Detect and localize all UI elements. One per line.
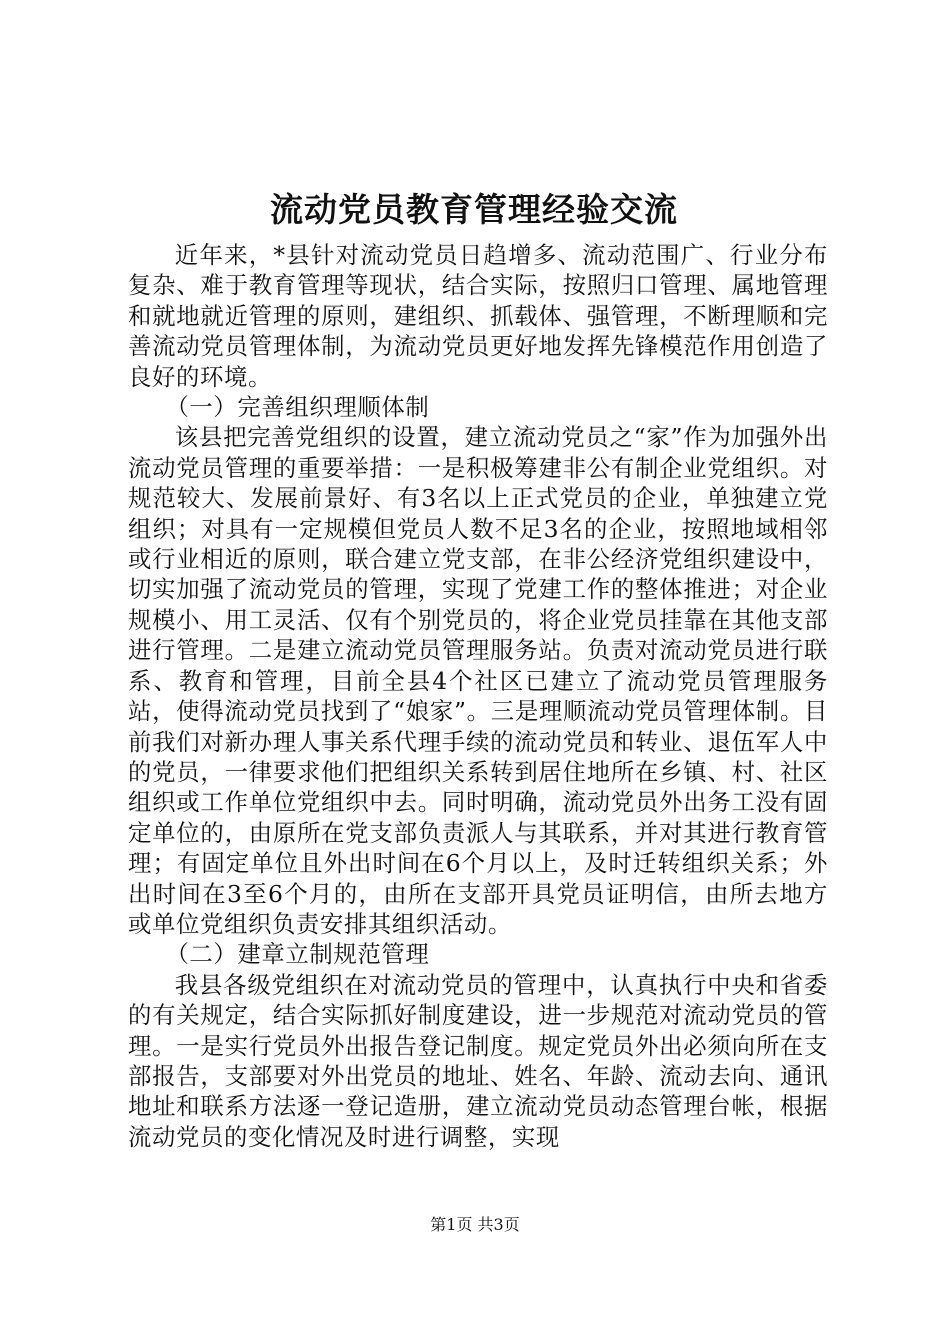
paragraph-intro: 近年来，*县针对流动党员日趋增多、流动范围广、行业分布复杂、难于教育管理等现状，结合实际，按照归口管理、属地管理和就地就近管理的原则，建组织、抓载体、强管理，不断理顺和完善流动党员管理体制，为流动党员更好地发挥先锋模范作用创造了良好的环境。 [128, 241, 828, 391]
document-page [128, 180, 828, 1152]
paragraph-section-2: 我县各级党组织在对流动党员的管理中，认真执行中央和省委的有关规定，结合实际抓好制度建设，进一步规范对流动党员的管理。一是实行党员外出报告登记制度。规定党员外出必须向所在支部报告，支部要对外出党员的地址、姓名、年龄、流动去向、通讯地址和联系方法逐一登记造册，建立流动党员动态管理台帐，根据流动党员的变化情况及时进行调整，实现 [128, 970, 828, 1151]
section-heading-1: （一）完善组织理顺体制 [165, 393, 430, 422]
section-heading-2: （二）建章立制规范管理 [165, 940, 430, 969]
paragraph-section-1: 该县把完善党组织的设置，建立流动党员之“家”作为加强外出流动党员管理的重要举措：一是积极筹建非公有制企业党组织。对规范较大、发展前景好、有3名以上正式党员的企业，单独建立党组织；对具有一定规模但党员人数不足3名的企业，按照地域相邻或行业相近的原则，联合建立党支部，在非公经济党组织建设中，切实加强了流动党员的管理，实现了党建工作的整体推进；对企业规模小、用工灵活、仅有个别党员的，将企业党员挂靠在其他支部进行管理。二是建立流动党员管理服务站。负责对流动党员进行联系、教育和管理，目前全县4个社区已建立了流动党员管理服务站，使得流动党员找到了“娘家”。三是理顺流动党员管理体制。目前我们对新办理人事关系代理手续的流动党员和转业、退伍军人中的党员，一律要求他们把组织关系转到居住地所在乡镇、村、社区组织或工作单位党组织中去。同时明确，流动党员外出务工没有固定单位的，由原所在党支部负责派人与其联系，并对其进行教育管理；有固定单位且外出时间在6个月以上，及时迁转组织关系；外出时间在3至6个月的，由所在支部开具党员证明信，由所去地方或单位党组织负责安排其组织活动。 [128, 423, 828, 938]
document-title: 流动党员教育管理经验交流 [270, 190, 678, 229]
page-number-footer: 第1页 共3页 [430, 1215, 520, 1234]
